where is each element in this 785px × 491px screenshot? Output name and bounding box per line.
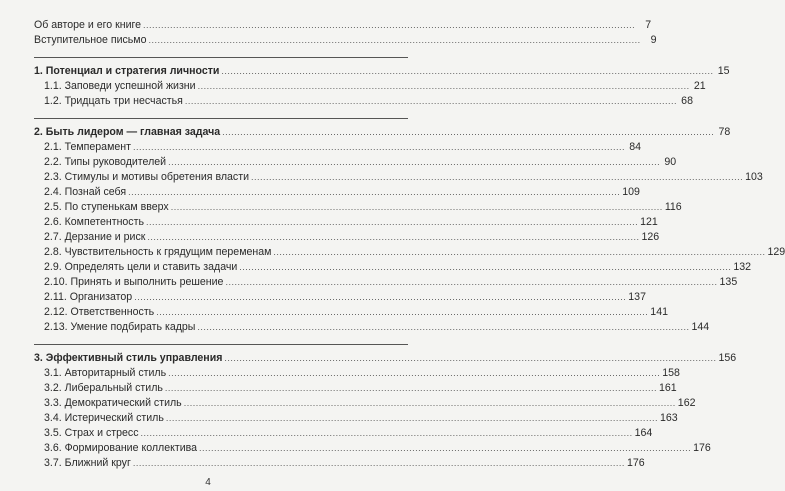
dot-leader: ....................................................................................................................................................................	[140, 428, 633, 438]
section-page: 103	[745, 171, 763, 183]
dot-leader: ....................................................................................................................................................................	[165, 413, 658, 423]
dot-leader: ....................................................................................................................................................................	[184, 96, 677, 106]
toc-section	[34, 155, 677, 170]
section-title: 2.13. Умение подбирать кадры	[44, 321, 196, 333]
section-title: 3.2. Либеральный стиль	[44, 382, 163, 394]
toc-section	[34, 411, 678, 426]
toc-entry-intro-letter	[34, 33, 657, 48]
toc-section	[34, 396, 696, 411]
dot-leader: ....................................................................................................................................................................	[156, 307, 649, 317]
section-title: 2.2. Типы руководителей	[44, 156, 167, 168]
toc-section	[34, 215, 658, 230]
chapter-divider	[34, 118, 408, 119]
toc-entry-title: Об авторе и его книге	[34, 19, 142, 31]
section-title: 2.7. Дерзание и риск	[44, 231, 146, 243]
toc-section	[34, 441, 711, 456]
toc-entry-about-author	[34, 18, 652, 33]
section-title: 2.4. Познай себя	[44, 186, 127, 198]
toc-entry-page: 7	[645, 19, 652, 31]
toc-chapter-3	[34, 351, 737, 366]
section-page: 126	[641, 231, 660, 243]
dot-leader: ....................................................................................................................................................................	[128, 187, 621, 197]
chapter-page: 78	[718, 126, 731, 138]
section-page: 176	[626, 457, 645, 469]
dot-leader: ....................................................................................................................................................................	[224, 353, 717, 363]
section-title: 2.6. Компетентность	[44, 216, 144, 228]
section-title: 2.1. Темперамент	[44, 141, 131, 153]
section-page: 137	[628, 291, 646, 303]
toc-section	[34, 275, 738, 290]
dot-leader: ....................................................................................................................................................................	[145, 217, 639, 227]
toc-section	[34, 94, 693, 109]
section-page: 176	[693, 442, 711, 454]
toc-section	[34, 200, 682, 215]
dot-leader: ....................................................................................................................................................................	[168, 157, 661, 167]
dot-leader: ....................................................................................................................................................................	[273, 247, 766, 257]
section-title: 3.3. Демократический стиль	[44, 397, 182, 409]
dot-leader: ....................................................................................................................................................................	[147, 232, 640, 242]
chapter-title: 2. Быть лидером — главная задача	[34, 126, 221, 138]
section-page: 21	[693, 80, 706, 92]
dot-leader: ....................................................................................................................................................................	[199, 443, 692, 453]
toc-chapter-1	[34, 64, 730, 79]
section-page: 129	[767, 246, 785, 258]
section-title: 2.5. По ступенькам вверх	[44, 201, 169, 213]
dot-leader: ....................................................................................................................................................................	[168, 368, 661, 378]
dot-leader: ....................................................................................................................................................................	[134, 292, 627, 302]
section-page: 84	[629, 141, 642, 153]
section-title: 2.3. Стимулы и мотивы обретения власти	[44, 171, 249, 183]
toc-section	[34, 426, 653, 441]
toc-entry-title: Вступительное письмо	[34, 34, 147, 46]
chapter-page: 15	[717, 65, 730, 77]
toc-section	[34, 381, 677, 396]
dot-leader: ....................................................................................................................................................................	[183, 398, 676, 408]
chapter-title: 1. Потенциал и стратегия личности	[34, 65, 220, 77]
toc-section	[34, 230, 660, 245]
section-title: 3.1. Авторитарный стиль	[44, 367, 167, 379]
toc-section	[34, 245, 785, 260]
section-page: 163	[659, 412, 678, 424]
section-title: 2.8. Чувствительность к грядущим переменам	[44, 246, 272, 258]
dot-leader: ....................................................................................................................................................................	[132, 458, 625, 468]
chapter-page: 156	[718, 352, 737, 364]
section-page: 132	[733, 261, 752, 273]
section-title: 3.6. Формирование коллектива	[44, 442, 198, 454]
section-page: 90	[664, 156, 677, 168]
section-title: 3.4. Истерический стиль	[44, 412, 164, 424]
dot-leader: ....................................................................................................................................................................	[132, 142, 626, 152]
dot-leader: ....................................................................................................................................................................	[148, 35, 641, 45]
dot-leader: ....................................................................................................................................................................	[225, 277, 718, 287]
dot-leader: ....................................................................................................................................................................	[222, 127, 715, 137]
section-page: 121	[640, 216, 658, 228]
section-page: 141	[650, 306, 668, 318]
toc-section	[34, 79, 706, 94]
toc-section	[34, 456, 645, 471]
dot-leader: ....................................................................................................................................................................	[197, 81, 690, 91]
toc-chapter-2	[34, 125, 731, 140]
section-title: 2.11. Организатор	[44, 291, 133, 303]
section-page: 116	[664, 201, 682, 213]
toc-section	[34, 185, 640, 200]
dot-leader: ....................................................................................................................................................................	[170, 202, 663, 212]
chapter-title: 3. Эффективный стиль управления	[34, 352, 223, 364]
table-of-contents	[34, 18, 785, 471]
toc-section	[34, 140, 642, 155]
section-page: 161	[659, 382, 677, 394]
section-title: 3.5. Страх и стресс	[44, 427, 139, 439]
section-page: 162	[677, 397, 696, 409]
section-page: 109	[622, 186, 640, 198]
section-title: 1.1. Заповеди успешной жизни	[44, 80, 196, 92]
section-page: 164	[634, 427, 653, 439]
dot-leader: ....................................................................................................................................................................	[164, 383, 657, 393]
section-title: 3.7. Ближний круг	[44, 457, 131, 469]
toc-section	[34, 260, 752, 275]
dot-leader: ....................................................................................................................................................................	[197, 322, 690, 332]
section-page: 158	[662, 367, 680, 379]
dot-leader: ....................................................................................................................................................................	[250, 172, 744, 182]
dot-leader: ....................................................................................................................................................................	[221, 66, 714, 76]
toc-entry-page: 9	[650, 34, 657, 46]
toc-section	[34, 170, 763, 185]
section-page: 68	[681, 95, 693, 107]
chapter-divider	[34, 57, 408, 58]
section-title: 2.10. Принять и выполнить решение	[44, 276, 224, 288]
section-title: 2.12. Ответственность	[44, 306, 155, 318]
toc-section	[34, 305, 668, 320]
page-number: 4	[205, 477, 211, 488]
section-page: 144	[691, 321, 710, 333]
chapter-divider	[34, 344, 408, 345]
dot-leader: ....................................................................................................................................................................	[143, 20, 636, 30]
dot-leader: ....................................................................................................................................................................	[239, 262, 732, 272]
section-page: 135	[719, 276, 738, 288]
toc-section	[34, 366, 680, 381]
section-title: 2.9. Определять цели и ставить задачи	[44, 261, 238, 273]
toc-section	[34, 320, 710, 335]
toc-section	[34, 290, 646, 305]
section-title: 1.2. Тридцать три несчастья	[44, 95, 183, 107]
